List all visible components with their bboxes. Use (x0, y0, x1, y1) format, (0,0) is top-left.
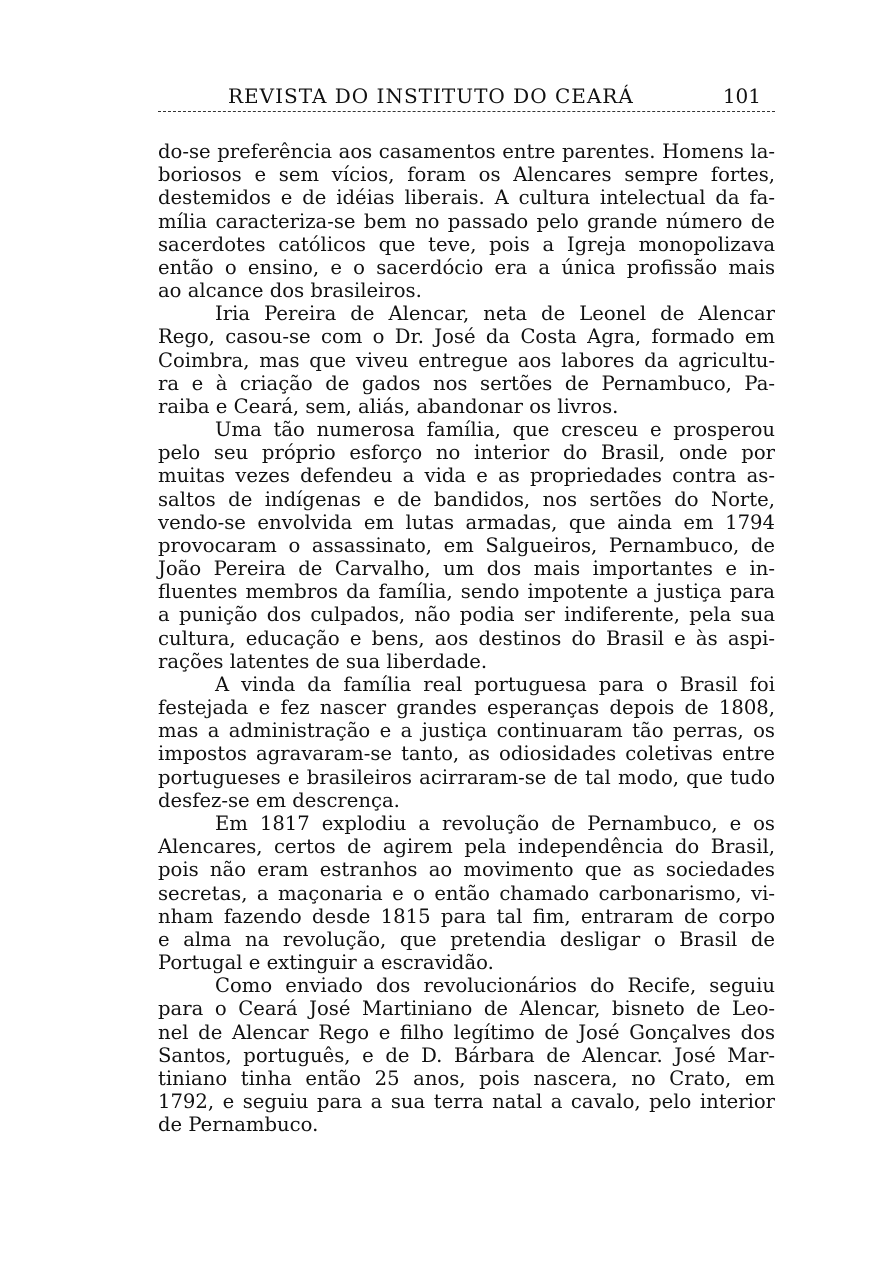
text-line: raiba e Ceará, sem, aliás, abandonar os livros. (158, 394, 619, 418)
running-header (158, 84, 775, 114)
text-line: muitas vezes defendeu a vida e as propriedades contra as- (158, 464, 775, 488)
paragraph (158, 974, 775, 1136)
text-line: cultura, educação e bens, aos destinos do Brasil e às aspi- (158, 626, 775, 650)
text-line: João Pereira de Carvalho, um dos mais importantes e in- (158, 557, 775, 581)
text-line: Alencares, certos de agirem pela independência do Brasil, (158, 835, 775, 859)
text-line: boriosos e sem vícios, foram os Alencares sempre fortes, (158, 163, 775, 187)
text-line: nham fazendo desde 1815 para tal fim, entraram de corpo (158, 904, 775, 928)
text-line: provocaram o assassinato, em Salgueiros, Pernambuco, de (158, 533, 775, 557)
paragraph (158, 302, 775, 418)
text-line: sacerdotes católicos que teve, pois a Igreja monopolizava (158, 232, 775, 256)
text-line: Como enviado dos revolucionários do Recife, seguiu (215, 974, 775, 998)
paragraph (158, 812, 775, 974)
text-line: tiniano tinha então 25 anos, pois nascera, no Crato, em (158, 1066, 775, 1090)
text-line: para o Ceará José Martiniano de Alencar, bisneto de Leo- (158, 997, 775, 1021)
text-line: então o ensino, e o sacerdócio era a única profissão mais (158, 255, 775, 279)
text-line: saltos de indígenas e de bandidos, nos sertões do Norte, (158, 487, 775, 511)
text-line: Portugal e extinguir a escravidão. (158, 951, 494, 975)
text-line: a punição dos culpados, não podia ser indiferente, pela sua (158, 603, 775, 627)
text-line: desfez-se em descrença. (158, 788, 400, 812)
text-line: fluentes membros da família, sendo impotente a justiça para (158, 580, 775, 604)
text-line: nel de Alencar Rego e filho legítimo de José Gonçalves dos (158, 1020, 775, 1044)
text-line: Iria Pereira de Alencar, neta de Leonel de Alencar (215, 302, 775, 326)
text-line: portugueses e brasileiros acirraram-se de tal modo, que tudo (158, 765, 775, 789)
text-line: 1792, e seguiu para a sua terra natal a cavalo, pelo interior (158, 1090, 775, 1114)
text-line: secretas, a maçonaria e o então chamado carbonarismo, vi- (158, 881, 775, 905)
body-text (158, 140, 775, 1136)
text-line: rações latentes de sua liberdade. (158, 649, 488, 673)
text-line: do-se preferência aos casamentos entre parentes. Homens la- (158, 140, 775, 163)
paragraph (158, 418, 775, 673)
text-line: vendo-se envolvida em lutas armadas, que ainda em 1794 (158, 510, 775, 534)
text-line: ao alcance dos brasileiros. (158, 279, 422, 303)
paragraph (158, 140, 775, 302)
text-line: mília caracteriza-se bem no passado pelo grande número de (158, 209, 775, 233)
text-line: A vinda da família real portuguesa para o Brasil foi (215, 672, 775, 696)
text-line: pelo seu próprio esforço no interior do Brasil, onde por (158, 441, 775, 465)
text-line: Rego, casou-se com o Dr. José da Costa Agra, formado em (158, 325, 775, 349)
text-line: festejada e fez nascer grandes esperanças depois de 1808, (158, 696, 775, 720)
text-line: Coimbra, mas que viveu entregue aos labores da agricultu- (158, 348, 775, 372)
text-line: e alma na revolução, que pretendia desligar o Brasil de (158, 927, 775, 951)
text-line: destemidos e de idéias liberais. A cultura intelectual da fa- (158, 186, 775, 210)
paragraph (158, 673, 775, 812)
text-line: pois não eram estranhos ao movimento que as sociedades (158, 858, 775, 882)
text-line: mas a administração e a justiça continuaram tão perras, os (158, 719, 775, 743)
header-rule (158, 111, 775, 112)
text-line: Em 1817 explodiu a revolução de Pernambuco, e os (215, 811, 775, 835)
page-number: 101 (722, 84, 761, 108)
text-line: impostos agravaram-se tanto, as odiosidades coletivas entre (158, 742, 775, 766)
running-title: REVISTA DO INSTITUTO DO CEARÁ (228, 84, 634, 108)
text-line: Uma tão numerosa família, que cresceu e prosperou (215, 418, 775, 442)
text-line: de Pernambuco. (158, 1113, 319, 1137)
text-line: ra e à criação de gados nos sertões de Pernambuco, Pa- (158, 371, 775, 395)
text-line: Santos, português, e de D. Bárbara de Alencar. José Mar- (158, 1043, 775, 1067)
